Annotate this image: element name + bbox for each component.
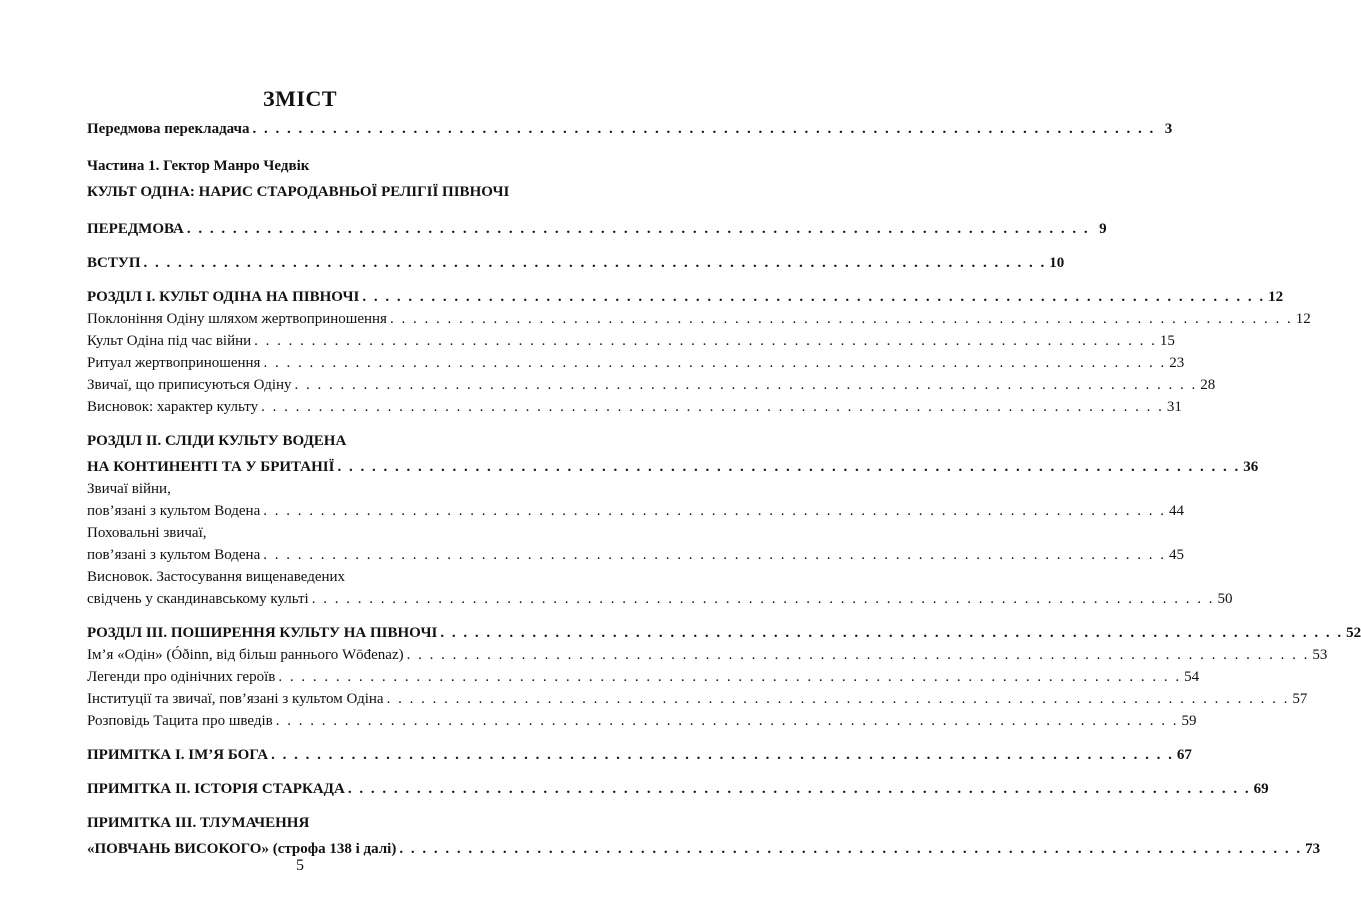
- toc-leader-dots: . . . . . . . . . . . . . . . . . . . . . . . . . . . . . . . . . . . . . . . . . . . . . . . . . . . . . . . . . . . . . . . . . . . . . . . . . . . . . . .: [186, 221, 1090, 237]
- toc-leader-dots: . . . . . . . . . . . . . . . . . . . . . . . . . . . . . . . . . . . . . . . . . . . . . . . . . . . . . . . . . . . . . . . . . . . . . . . . . . . . . . .: [263, 355, 1167, 371]
- toc-entry-title: «ПОВЧАНЬ ВИСОКОГО» (строфа 138 і далі): [87, 841, 397, 857]
- toc-leader-dots: . . . . . . . . . . . . . . . . . . . . . . . . . . . . . . . . . . . . . . . . . . . . . . . . . . . . . . . . . . . . . . . . . . . . . . . . . . . . . . .: [294, 377, 1198, 393]
- toc-leader-dots: . . . . . . . . . . . . . . . . . . . . . . . . . . . . . . . . . . . . . . . . . . . . . . . . . . . . . . . . . . . . . . . . . . . . . . . . . . . . . . .: [337, 459, 1241, 475]
- toc-spacer: [87, 418, 530, 430]
- toc-leader-dots: . . . . . . . . . . . . . . . . . . . . . . . . . . . . . . . . . . . . . . . . . . . . . . . . . . . . . . . . . . . . . . . . . . . . . . . . . . . . . . .: [143, 255, 1047, 271]
- toc-heading-line: Частина 1. Гектор Манро Чедвік: [87, 158, 310, 174]
- toc-leader-dots: . . . . . . . . . . . . . . . . . . . . . . . . . . . . . . . . . . . . . . . . . . . . . . . . . . . . . . . . . . . . . . . . . . . . . . . . . . . . . . .: [362, 289, 1266, 305]
- toc-spacer: [87, 240, 530, 252]
- toc-entry[interactable]: [87, 218, 1107, 240]
- toc-leader-dots: . . . . . . . . . . . . . . . . . . . . . . . . . . . . . . . . . . . . . . . . . . . . . . . . . . . . . . . . . . . . . . . . . . . . . . . . . . . . . . .: [254, 333, 1157, 349]
- toc-heading-line: Поховальні звичаї,: [87, 525, 207, 541]
- toc-spacer: [87, 140, 530, 155]
- toc-entry[interactable]: [87, 710, 1197, 732]
- toc-leader-dots: . . . . . . . . . . . . . . . . . . . . . . . . . . . . . . . . . . . . . . . . . . . . . . . . . . . . . . . . . . . . . . . . . . . . . . . . . . . . . . .: [261, 399, 1164, 415]
- toc-entry-page: 50: [1217, 591, 1233, 607]
- toc-entry[interactable]: [87, 588, 1233, 610]
- toc-entry[interactable]: [87, 622, 1361, 644]
- toc-entry-title: Висновок: характер культу: [87, 399, 259, 415]
- toc-entry[interactable]: [87, 374, 1216, 396]
- toc-entry[interactable]: [87, 666, 1200, 688]
- toc-entry-page: 59: [1181, 713, 1197, 729]
- toc-heading-line: Звичаї війни,: [87, 481, 171, 497]
- toc-entry[interactable]: [87, 644, 1328, 666]
- toc-entry-page: 52: [1346, 625, 1361, 641]
- toc-entry-title: свідчень у скандинавському культі: [87, 591, 309, 607]
- toc-entry-title: пов’язані з культом Водена: [87, 503, 261, 519]
- toc-entry-title: Ритуал жертвоприношення: [87, 355, 261, 371]
- toc-entry-title: ПЕРЕДМОВА: [87, 221, 184, 237]
- toc-entry-page: 67: [1176, 747, 1192, 763]
- toc-entry-title: Культ Одіна під час війни: [87, 333, 252, 349]
- toc-entry[interactable]: [87, 308, 1311, 330]
- toc-entry[interactable]: [87, 330, 1175, 352]
- toc-entry-page: 9: [1099, 221, 1107, 237]
- toc-entry-title: Легенди про одінічних героїв: [87, 669, 276, 685]
- toc-heading-line: РОЗДІЛ ІІ. СЛІДИ КУЛЬТУ ВОДЕНА: [87, 433, 347, 449]
- toc-entry-title: ПРИМІТКА ІІ. ІСТОРІЯ СТАРКАДА: [87, 781, 345, 797]
- toc-entry-page: 45: [1169, 547, 1184, 563]
- toc-heading-line: ПРИМІТКА ІІІ. ТЛУМАЧЕННЯ: [87, 815, 310, 831]
- toc-entry[interactable]: [87, 396, 1182, 418]
- toc-leader-dots: . . . . . . . . . . . . . . . . . . . . . . . . . . . . . . . . . . . . . . . . . . . . . . . . . . . . . . . . . . . . . . . . . . . . . . . . . . . . . . .: [389, 311, 1293, 327]
- toc-entry[interactable]: [87, 118, 1173, 140]
- toc-spacer: [87, 610, 530, 622]
- toc-entry-title: РОЗДІЛ ІІІ. ПОШИРЕННЯ КУЛЬТУ НА ПІВНОЧІ: [87, 625, 438, 641]
- toc-entry-page: 10: [1049, 255, 1065, 271]
- toc-heading-line: Висновок. Застосування вищенаведених: [87, 569, 346, 585]
- toc-entry-title: НА КОНТИНЕНТІ ТА У БРИТАНІЇ: [87, 459, 335, 475]
- toc-entry-page: 57: [1292, 691, 1308, 707]
- toc-entry[interactable]: [87, 456, 1259, 478]
- toc-entry-title: Розповідь Тацита про шведів: [87, 713, 273, 729]
- toc-spacer: [87, 766, 530, 778]
- toc-entry-page: 73: [1305, 841, 1321, 857]
- toc-entry[interactable]: [87, 778, 1269, 800]
- page-number: 5: [296, 857, 304, 874]
- toc-leader-dots: . . . . . . . . . . . . . . . . . . . . . . . . . . . . . . . . . . . . . . . . . . . . . . . . . . . . . . . . . . . . . . . . . . . . . . . . . . . . . . .: [347, 781, 1251, 797]
- toc-entry-title: Передмова перекладача: [87, 121, 250, 137]
- toc-entry[interactable]: [87, 500, 1184, 522]
- toc-entry-title: Звичаї, що приписуються Одіну: [87, 377, 292, 393]
- toc-leader-dots: . . . . . . . . . . . . . . . . . . . . . . . . . . . . . . . . . . . . . . . . . . . . . . . . . . . . . . . . . . . . . . . . . . . . . . . . . . . . . . .: [440, 625, 1344, 641]
- toc-leader-dots: . . . . . . . . . . . . . . . . . . . . . . . . . . . . . . . . . . . . . . . . . . . . . . . . . . . . . . . . . . . . . . . . . . . . . . . . . . . . . . .: [271, 747, 1174, 763]
- toc-entry-page: 3: [1164, 121, 1173, 137]
- toc-entry-title: пов’язані з культом Водена: [87, 547, 261, 563]
- toc-entry[interactable]: [87, 744, 1192, 766]
- page-title: ЗМІСТ: [263, 86, 337, 111]
- toc-entry-title: Інституції та звичаї, пов’язані з культом Одіна: [87, 691, 384, 707]
- toc-leader-dots: . . . . . . . . . . . . . . . . . . . . . . . . . . . . . . . . . . . . . . . . . . . . . . . . . . . . . . . . . . . . . . . . . . . . . . . . . . . . . . .: [399, 841, 1303, 857]
- toc-entry-title: ВСТУП: [87, 255, 141, 271]
- toc-heading-line: КУЛЬТ ОДІНА: НАРИС СТАРОДАВНЬОЇ РЕЛІГІЇ ПІВНОЧІ: [87, 184, 510, 200]
- toc-spacer: [87, 800, 530, 812]
- toc-entry-page: 12: [1295, 311, 1311, 327]
- toc-entry-title: РОЗДІЛ І. КУЛЬТ ОДІНА НА ПІВНОЧІ: [87, 289, 360, 305]
- toc-entry-page: 15: [1159, 333, 1175, 349]
- toc-leader-dots: . . . . . . . . . . . . . . . . . . . . . . . . . . . . . . . . . . . . . . . . . . . . . . . . . . . . . . . . . . . . . . . . . . . . . . . . . . . . . . .: [386, 691, 1290, 707]
- toc-spacer: [87, 732, 530, 744]
- toc-spacer: [87, 203, 530, 218]
- toc-entry-page: 31: [1166, 399, 1182, 415]
- toc-entry-page: 54: [1184, 669, 1200, 685]
- toc-entry[interactable]: [87, 688, 1308, 710]
- toc-leader-dots: . . . . . . . . . . . . . . . . . . . . . . . . . . . . . . . . . . . . . . . . . . . . . . . . . . . . . . . . . . . . . . . . . . . . . . . . . . . . . . .: [278, 669, 1182, 685]
- table-of-contents: [87, 118, 1361, 860]
- toc-entry-page: 53: [1312, 647, 1328, 663]
- toc-entry-page: 44: [1169, 503, 1184, 519]
- toc-entry-page: 36: [1243, 459, 1259, 475]
- toc-spacer: [87, 274, 530, 286]
- toc-leader-dots: . . . . . . . . . . . . . . . . . . . . . . . . . . . . . . . . . . . . . . . . . . . . . . . . . . . . . . . . . . . . . . . . . . . . . . . . . . . . . . .: [275, 713, 1179, 729]
- toc-entry[interactable]: [87, 544, 1184, 566]
- toc-leader-dots: . . . . . . . . . . . . . . . . . . . . . . . . . . . . . . . . . . . . . . . . . . . . . . . . . . . . . . . . . . . . . . . . . . . . . . . . . . . . . . .: [311, 591, 1215, 607]
- toc-leader-dots: . . . . . . . . . . . . . . . . . . . . . . . . . . . . . . . . . . . . . . . . . . . . . . . . . . . . . . . . . . . . . . . . . . . . . . . . . . . . . . .: [263, 503, 1166, 519]
- toc-entry-page: 12: [1268, 289, 1284, 305]
- toc-entry-title: Поклоніння Одіну шляхом жертвоприношення: [87, 311, 387, 327]
- toc-entry-page: 23: [1169, 355, 1185, 371]
- toc-leader-dots: . . . . . . . . . . . . . . . . . . . . . . . . . . . . . . . . . . . . . . . . . . . . . . . . . . . . . . . . . . . . . . . . . . . . . . . . . . . . . . .: [406, 647, 1310, 663]
- toc-leader-dots: . . . . . . . . . . . . . . . . . . . . . . . . . . . . . . . . . . . . . . . . . . . . . . . . . . . . . . . . . . . . . . . . . . . . . . . . . . . . . . .: [263, 547, 1166, 563]
- toc-leader-dots: . . . . . . . . . . . . . . . . . . . . . . . . . . . . . . . . . . . . . . . . . . . . . . . . . . . . . . . . . . . . . . . . . . . . . . . . . . . . . . .: [252, 121, 1156, 137]
- toc-entry[interactable]: [87, 286, 1284, 308]
- toc-entry-title: ПРИМІТКА І. ІМ’Я БОГА: [87, 747, 269, 763]
- toc-entry[interactable]: [87, 352, 1185, 374]
- toc-entry[interactable]: [87, 252, 1065, 274]
- toc-entry-title: Ім’я «Одін» (Óðinn, від більш раннього Wōđenaz): [87, 647, 404, 663]
- toc-entry-page: 69: [1253, 781, 1269, 797]
- toc-entry-page: 28: [1200, 377, 1216, 393]
